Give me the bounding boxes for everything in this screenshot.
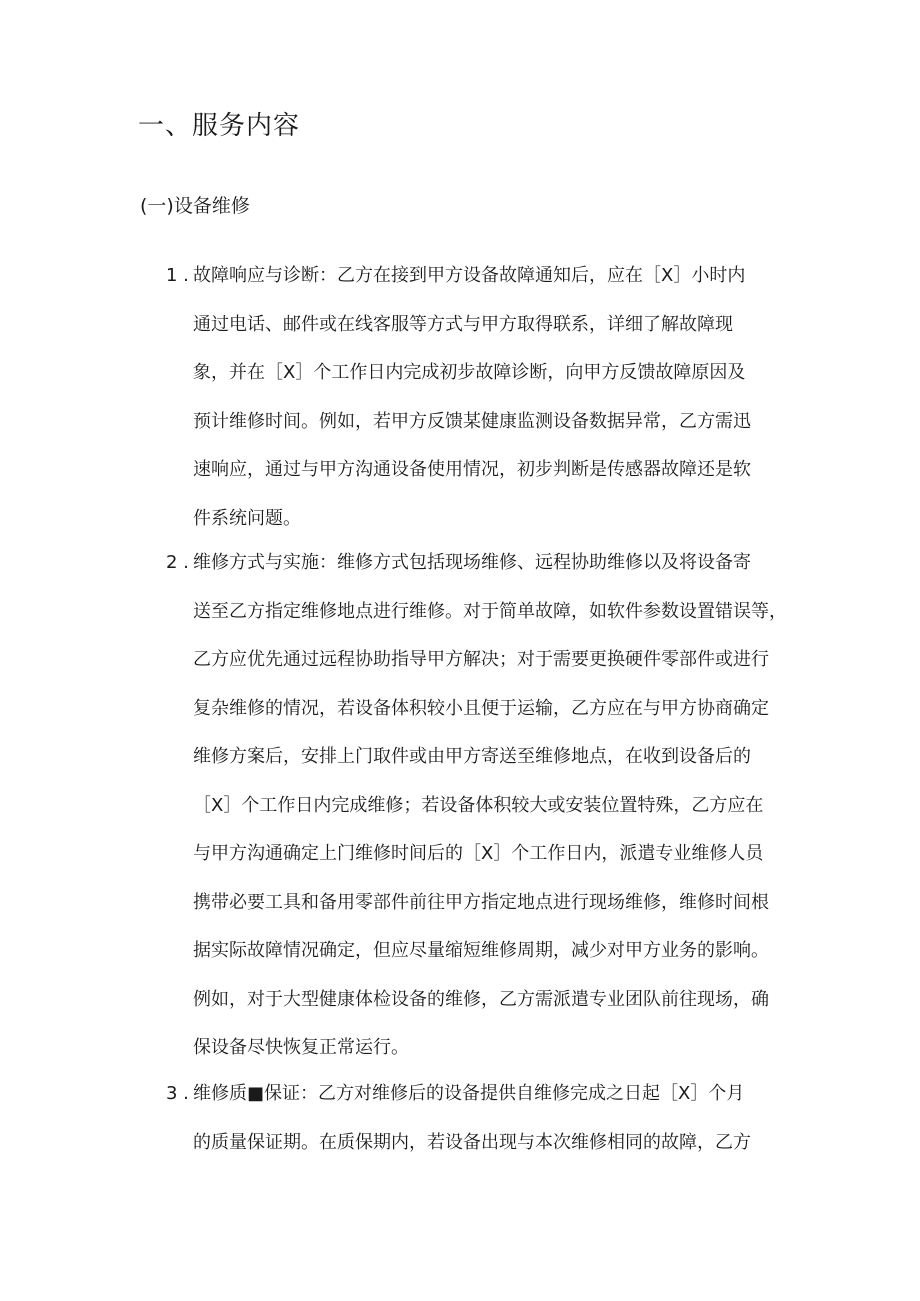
text-line: 乙方应优先通过远程协助指导甲方解决；对于需要更换硬件零部件或进行	[193, 649, 769, 670]
list-item-number: 1 .	[166, 265, 189, 286]
list-item-body	[193, 1070, 793, 1167]
text-line: 例如，对于大型健康体检设备的维修，乙方需派遣专业团队前往现场，确	[193, 988, 769, 1010]
text-line: 保设备尽快恢复正常运行。	[193, 1037, 409, 1058]
text-line: 预计维修时间。例如，若甲方反馈某健康监测设备数据异常，乙方需迅	[193, 410, 751, 432]
list-item-number: 2 .	[166, 552, 189, 573]
text-line: 携带必要工具和备用零部件前往甲方指定地点进行现场维修，维修时间根	[193, 891, 769, 913]
list-item-number: 3 .	[166, 1083, 189, 1104]
text-line: 维修质■保证：乙方对维修后的设备提供自维修完成之日起［X］个月	[193, 1083, 745, 1104]
text-line: 的质量保证期。在质保期内，若设备出现与本次维修相同的故障，乙方	[193, 1131, 751, 1153]
text-line: 通过电话、邮件或在线客服等方式与甲方取得联系，详细了解故障现	[193, 313, 733, 335]
text-line: 复杂维修的情况，若设备体积较小且便于运输，乙方应在与甲方协商确定	[193, 697, 769, 719]
text-line: 象，并在［X］个工作日内完成初步故障诊断，向甲方反馈故障原因及	[193, 362, 746, 383]
text-line: 速响应，通过与甲方沟通设备使用情况，初步判断是传感器故障还是软	[193, 459, 751, 480]
subsection-title: (一)设备维修	[140, 195, 250, 217]
section-title: 一、服务内容	[138, 111, 301, 141]
text-line: 据实际故障情况确定，但应尽量缩短维修周期，减少对甲方业务的影响。	[193, 940, 769, 961]
text-line: 件系统问题。	[193, 507, 301, 529]
text-line: 送至乙方指定维修地点进行维修。对于简单故障，如软件参数设置错误等，	[193, 600, 787, 622]
text-line: 故障响应与诊断：乙方在接到甲方设备故障通知后，应在［X］小时内	[193, 265, 746, 286]
text-line: 维修方案后，安排上门取件或由甲方寄送至维修地点，在收到设备后的	[193, 746, 751, 767]
text-line: 维修方式与实施：维修方式包括现场维修、远程协助维修以及将设备寄	[193, 552, 751, 573]
text-line: ［X］个工作日内完成维修；若设备体积较大或安装位置特殊，乙方应在	[193, 794, 764, 816]
text-line: 与甲方沟通确定上门维修时间后的［X］个工作日内，派遣专业维修人员	[193, 843, 764, 864]
list-item-body	[193, 252, 793, 543]
list-item-body	[193, 539, 793, 1073]
